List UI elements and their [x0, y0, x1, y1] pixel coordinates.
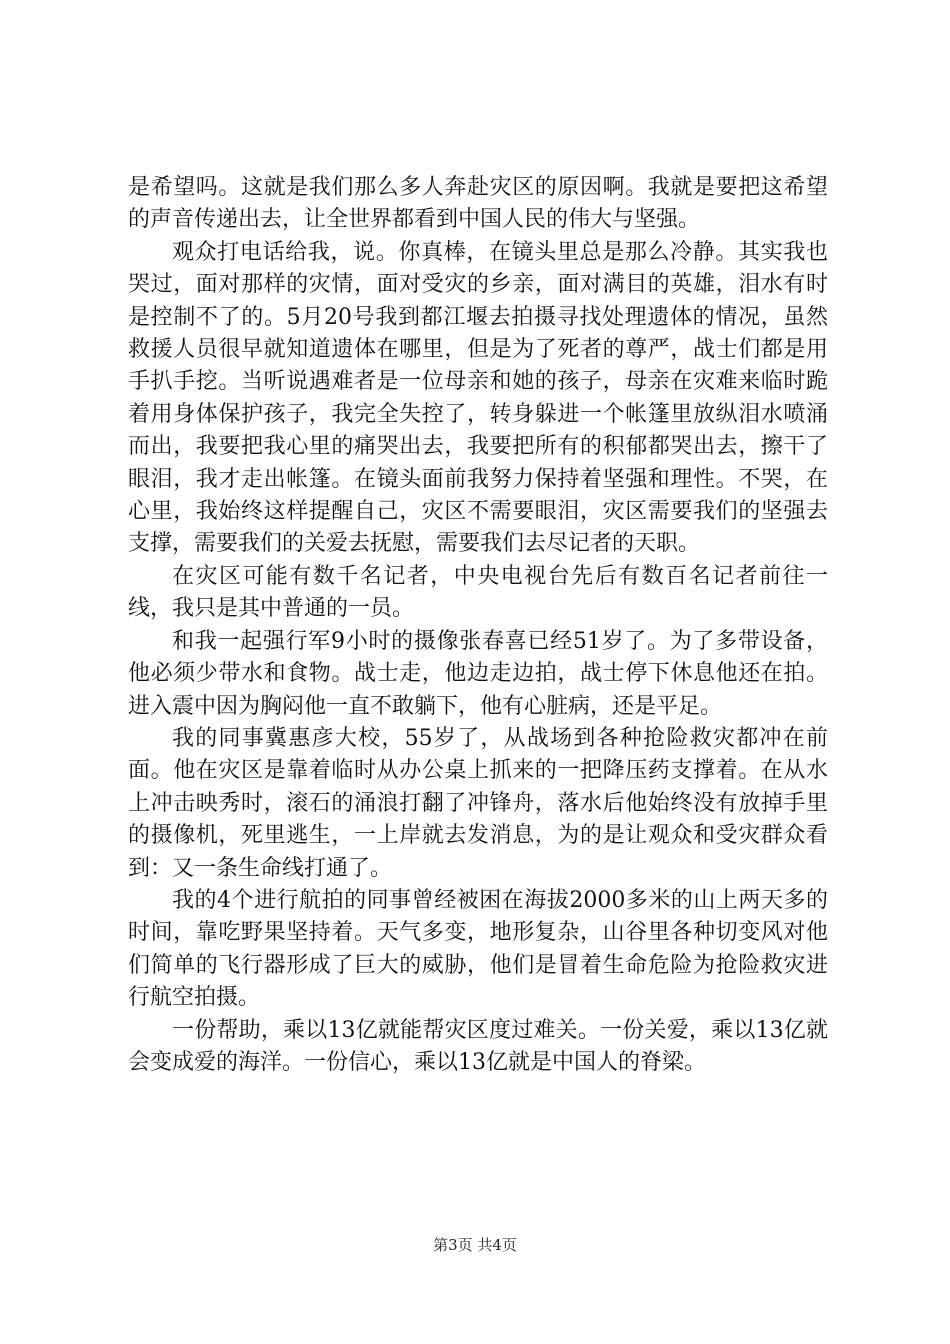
page-number: 第3页 共4页	[433, 1236, 517, 1254]
paragraph: 观众打电话给我，说。你真棒，在镜头里总是那么冷静。其实我也哭过，面对那样的灾情，面对受灾的乡亲，面对满目的英雄，泪水有时是控制不了的。5月20号我到都江堰去拍摄寻找处理遗体的情况，虽然救援人员很早就知道遗体在哪里，但是为了死者的尊严，战士们都是用手扒手挖。当听说遇难者是一位母亲和她的孩子，母亲在灾难来临时跪着用身体保护孩子，我完全失控了，转身躲进一个帐篷里放纵泪水喷涌而出，我要把我心里的痛哭出去，我要把所有的积郁都哭出去，擦干了眼泪，我才走出帐篷。在镜头面前我努力保持着坚强和理性。不哭，在心里，我始终这样提醒自己，灾区不需要眼泪，灾区需要我们的坚强去支撑，需要我们的关爱去抚慰，需要我们去尽记者的天职。	[128, 239, 828, 557]
paragraph: 一份帮助，乘以13亿就能帮灾区度过难关。一份关爱，乘以13亿就会变成爱的海洋。一份信心，乘以13亿就是中国人的脊梁。	[128, 1017, 828, 1075]
paragraph: 在灾区可能有数千名记者，中央电视台先后有数百名记者前往一线，我只是其中普通的一员。	[128, 563, 828, 622]
paragraph: 我的4个进行航拍的同事曾经被困在海拔2000多米的山上两天多的时间，靠吃野果坚持着。天气多变，地形复杂，山谷里各种切变风对他们简单的飞行器形成了巨大的威胁，他们是冒着生命危险为抢险救灾进行航空拍摄。	[128, 887, 828, 1011]
paragraph: 和我一起强行军9小时的摄像张春喜已经51岁了。为了多带设备，他必须少带水和食物。战士走，他边走边拍，战士停下休息他还在拍。进入震中因为胸闷他一直不敢躺下，他有心脏病，还是平足。	[128, 628, 828, 719]
paragraph: 是希望吗。这就是我们那么多人奔赴灾区的原因啊。我就是要把这希望的声音传递出去，让全世界都看到中国人民的伟大与坚强。	[128, 175, 828, 233]
paragraph: 我的同事冀惠彦大校，55岁了，从战场到各种抢险救灾都冲在前面。他在灾区是靠着临时从办公桌上抓来的一把降压药支撑着。在从水上冲击映秀时，滚石的涌浪打翻了冲锋舟，落水后他始终没有放掉手里的摄像机，死里逃生，一上岸就去发消息，为的是让观众和受灾群众看到：又一条生命线打通了。	[128, 725, 828, 881]
page-footer	[0, 1234, 950, 1255]
document-body	[128, 172, 828, 1079]
